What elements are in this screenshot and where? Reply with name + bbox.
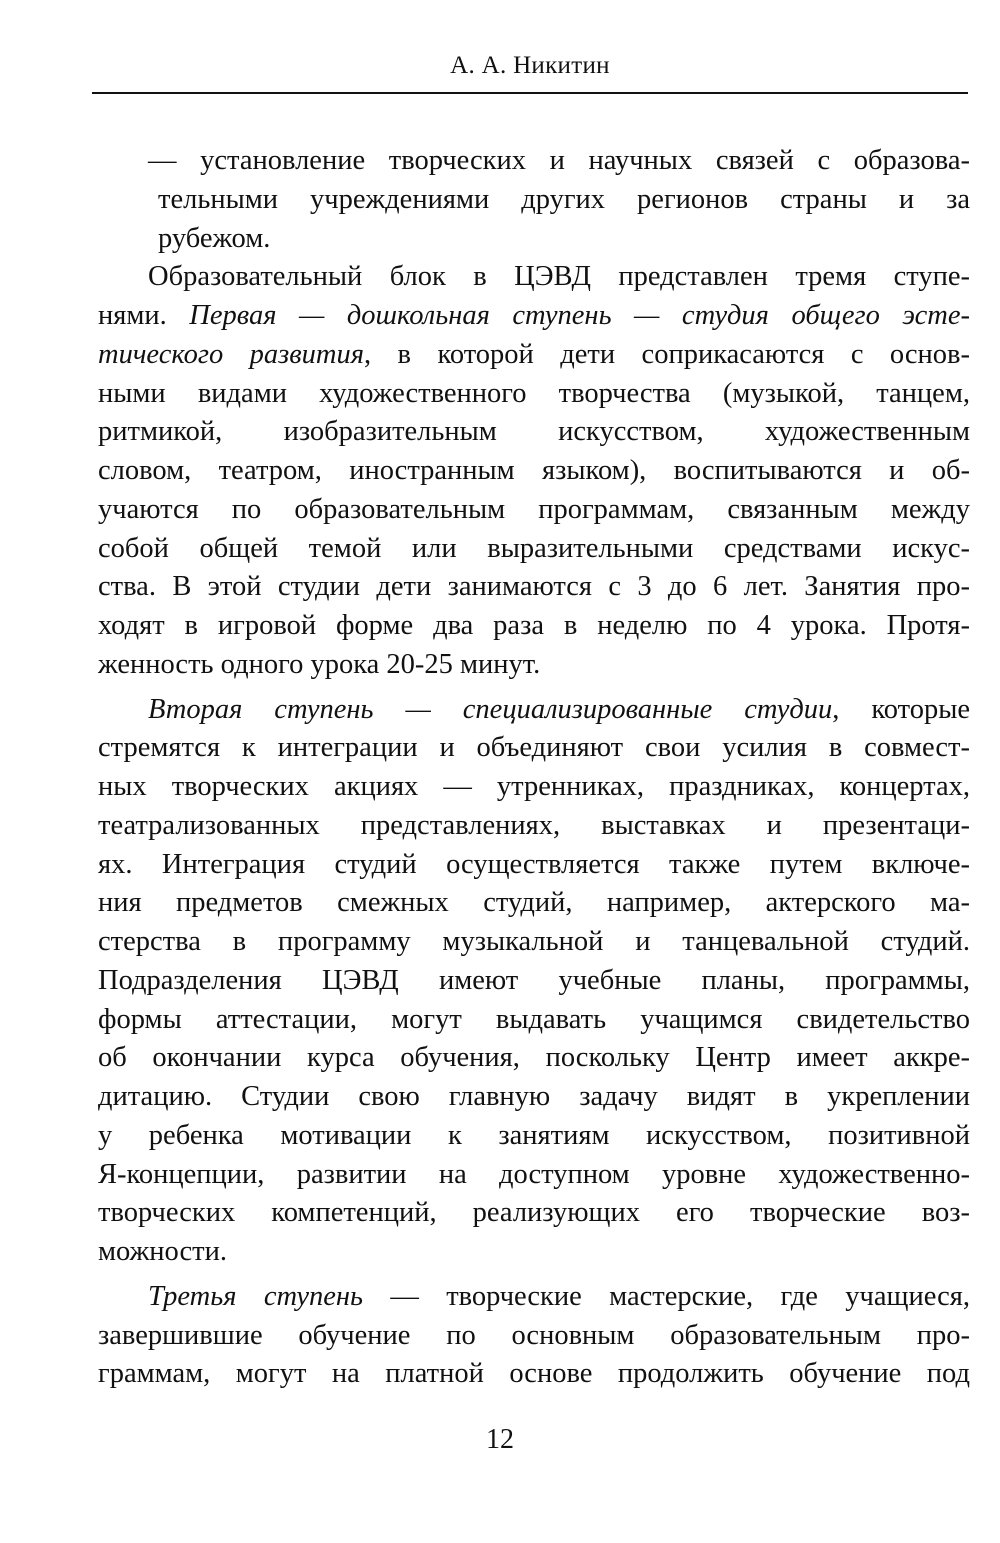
text-span: Я-концепции, развитии на доступном уровне художественно- — [98, 1158, 970, 1190]
text-span: Образовательный блок в ЦЭВД представлен тремя ступе- — [148, 261, 970, 293]
text-span: стремятся к интеграции и объединяют свои усилия в совмест- — [98, 732, 970, 764]
text-span: ных творческих акциях — утренниках, праздниках, концертах, — [98, 771, 970, 802]
text-span: формы аттестации, могут выдавать учащимся свидетельство — [98, 1003, 970, 1035]
text-line — [98, 1117, 970, 1156]
text-span: ными видами художественного творчества (музыкой, танцем, — [98, 377, 970, 409]
text-line — [98, 181, 970, 220]
text-line — [98, 607, 970, 646]
text-line — [98, 1317, 970, 1356]
text-span: творческих компетенций, реализующих его творческие воз- — [98, 1197, 970, 1229]
italic-term: Третья ступень — [148, 1280, 363, 1312]
text-line — [98, 807, 970, 846]
text-span: , которые — [832, 693, 970, 725]
body-text — [98, 142, 970, 1394]
text-line — [98, 691, 970, 730]
text-span: стерства в программу музыкальной и танцевальной студий. — [98, 926, 970, 957]
running-head: А. А. Никитин — [450, 52, 610, 79]
text-span: нями. — [98, 300, 190, 331]
text-line — [98, 768, 970, 807]
text-span: женность одного урока 20-25 минут. — [98, 648, 541, 680]
italic-term: Вторая ступень — специализированные студии — [148, 693, 833, 725]
text-line — [98, 1233, 970, 1272]
italic-term: тического развития — [98, 338, 364, 370]
text-line — [98, 530, 970, 569]
text-span: у ребенка мотивации к занятиям искусством, позитивной — [98, 1119, 970, 1151]
text-span: об окончании курса обучения, поскольку Центр имеет аккре- — [98, 1042, 970, 1074]
text-span: ходят в игровой форме два раза в неделю по 4 урока. Протя- — [98, 610, 970, 641]
text-line — [98, 1194, 970, 1233]
text-span: можности. — [98, 1236, 227, 1267]
text-span: ритмикой, изобразительным искусством, художественным — [98, 416, 970, 448]
text-line — [98, 729, 970, 768]
text-span: — установление творческих и научных связей с образова- — [148, 145, 970, 176]
text-line — [98, 297, 970, 336]
text-line — [98, 568, 970, 607]
text-line — [98, 1039, 970, 1078]
text-line — [98, 491, 970, 530]
text-span: — творческие мастерские, где учащиеся, — [363, 1280, 970, 1312]
header-rule — [92, 92, 968, 94]
text-line — [98, 336, 970, 375]
text-line — [98, 962, 970, 1001]
text-line — [98, 923, 970, 962]
text-line — [98, 1001, 970, 1040]
text-span: Подразделения ЦЭВД имеют учебные планы, программы, — [98, 964, 970, 996]
text-line — [98, 846, 970, 885]
text-line — [98, 1078, 970, 1117]
text-line — [98, 1355, 970, 1394]
text-span: словом, театром, иностранным языком), воспитываются и об- — [98, 455, 970, 486]
text-span: ства. В этой студии дети занимаются с 3 до 6 лет. Занятия про- — [98, 571, 970, 603]
text-line — [98, 142, 970, 181]
text-span: , в которой дети соприкасаются с основ- — [363, 338, 970, 370]
text-line — [98, 452, 970, 491]
text-span: завершившие обучение по основным образовательным про- — [98, 1319, 970, 1351]
text-span: учаются по образовательным программам, связанным между — [98, 493, 970, 525]
text-line — [98, 1278, 970, 1317]
text-line — [98, 646, 970, 685]
text-line — [98, 413, 970, 452]
text-line — [98, 220, 970, 259]
italic-term: Первая — дошкольная ступень — студия общего эсте- — [189, 300, 970, 331]
text-span: рубежом. — [158, 222, 271, 254]
text-span: ях. Интеграция студий осуществляется также путем включе- — [98, 848, 970, 880]
text-span: ния предметов смежных студий, например, актерского ма- — [98, 887, 970, 919]
text-span: тельными учреждениями других регионов страны и за — [158, 183, 970, 215]
text-span: дитацию. Студии свою главную задачу видят в укреплении — [98, 1081, 970, 1112]
text-line — [98, 375, 970, 414]
text-span: театрализованных представлениях, выставках и презентаци- — [98, 809, 970, 841]
text-span: граммам, могут на платной основе продолжить обучение под — [98, 1358, 970, 1390]
text-line — [98, 1156, 970, 1195]
text-line — [98, 258, 970, 297]
text-span: собой общей темой или выразительными средствами искус- — [98, 532, 970, 564]
text-line — [98, 884, 970, 923]
page-number: 12 — [486, 1424, 514, 1455]
